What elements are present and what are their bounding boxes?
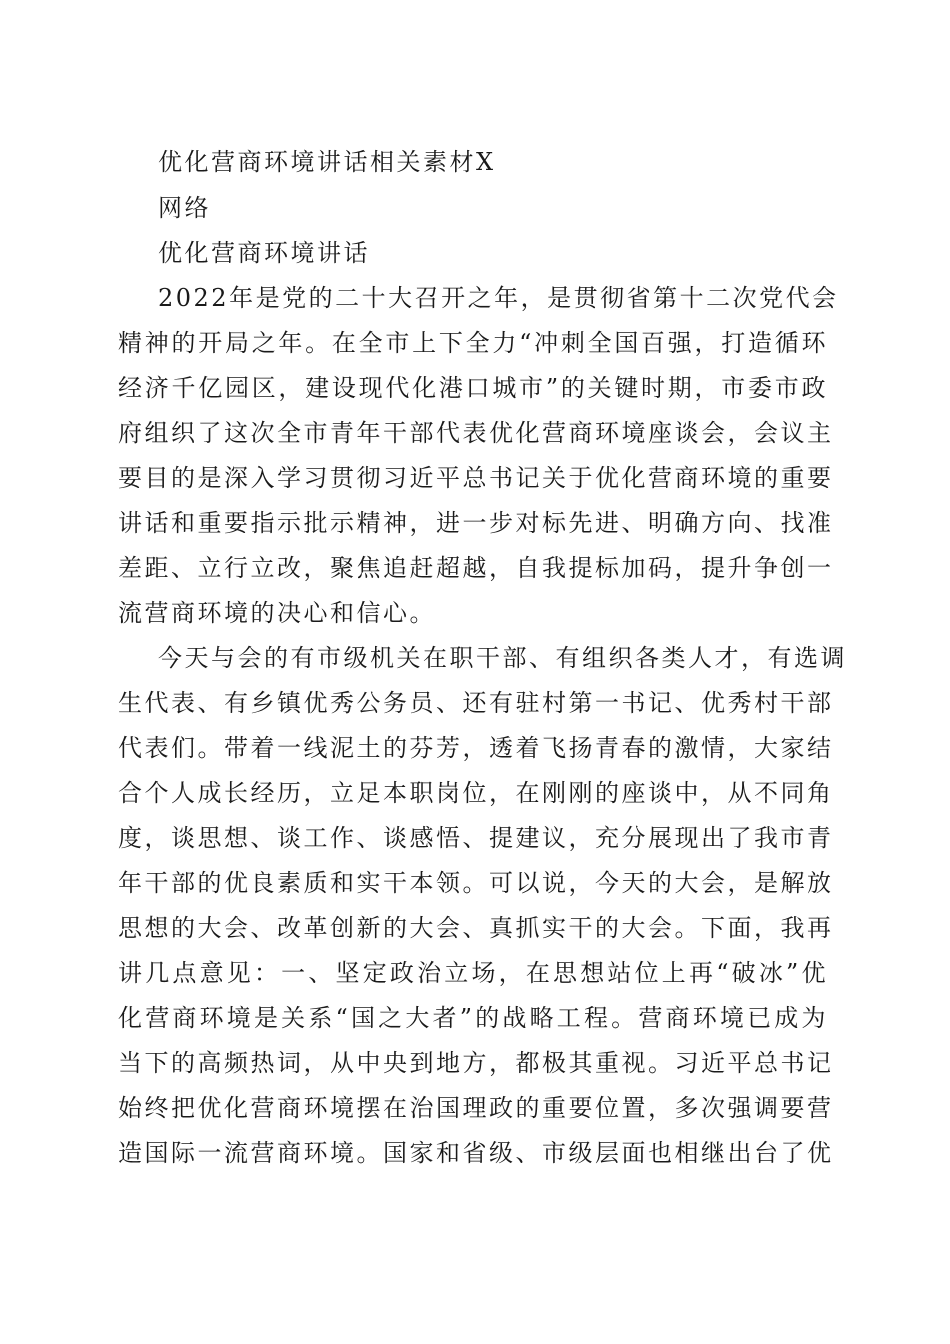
document-source: 网络 — [158, 194, 211, 222]
document-subtitle: 优化营商环境讲话 — [158, 239, 370, 267]
paragraph-2-line: 生代表、有乡镇优秀公务员、还有驻村第一书记、优秀村干部 — [118, 689, 834, 717]
paragraph-2-line: 年干部的优良素质和实干本领。可以说，今天的大会，是解放 — [118, 869, 834, 897]
paragraph-2-line: 代表们。带着一线泥土的芬芳，透着飞扬青春的激情，大家结 — [118, 734, 834, 762]
paragraph-1-line: 2022年是党的二十大召开之年，是贯彻省第十二次党代会 — [158, 284, 839, 312]
paragraph-1-line: 讲话和重要指示批示精神，进一步对标先进、明确方向、找准 — [118, 509, 834, 537]
paragraph-2-line: 合个人成长经历，立足本职岗位，在刚刚的座谈中，从不同角 — [118, 779, 834, 807]
paragraph-2-line: 始终把优化营商环境摆在治国理政的重要位置，多次强调要营 — [118, 1094, 834, 1122]
paragraph-2-line: 度，谈思想、谈工作、谈感悟、提建议，充分展现出了我市青 — [118, 824, 834, 852]
paragraph-1-line: 流营商环境的决心和信心。 — [118, 599, 436, 627]
paragraph-2-line: 造国际一流营商环境。国家和省级、市级层面也相继出台了优 — [118, 1139, 834, 1167]
paragraph-2-line: 化营商环境是关系“国之大者”的战略工程。营商环境已成为 — [118, 1004, 828, 1032]
paragraph-2-line: 思想的大会、改革创新的大会、真抓实干的大会。下面，我再 — [118, 914, 834, 942]
paragraph-1-line: 要目的是深入学习贯彻习近平总书记关于优化营商环境的重要 — [118, 464, 834, 492]
paragraph-1-line: 差距、立行立改，聚焦追赶超越，自我提标加码，提升争创一 — [118, 554, 834, 582]
paragraph-1-line: 府组织了这次全市青年干部代表优化营商环境座谈会，会议主 — [118, 419, 834, 447]
paragraph-2-line: 当下的高频热词，从中央到地方，都极其重视。习近平总书记 — [118, 1049, 834, 1077]
paragraph-2-line: 今天与会的有市级机关在职干部、有组织各类人才，有选调 — [158, 644, 847, 672]
document-title: 优化营商环境讲话相关素材X — [158, 148, 496, 176]
paragraph-1-line: 经济千亿园区，建设现代化港口城市”的关键时期，市委市政 — [118, 374, 828, 402]
paragraph-1-line: 精神的开局之年。在全市上下全力“冲刺全国百强，打造循环 — [118, 329, 828, 357]
paragraph-2-line: 讲几点意见：一、坚定政治立场，在思想站位上再“破冰”优 — [118, 959, 828, 987]
